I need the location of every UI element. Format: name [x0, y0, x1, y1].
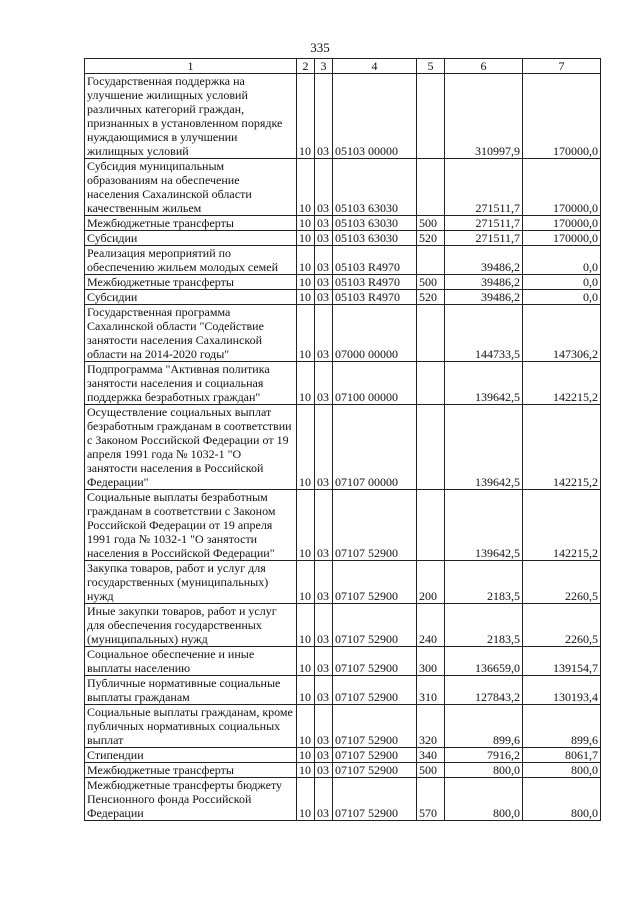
table-row	[85, 405, 601, 490]
row-target-code: 07107 00000	[333, 405, 417, 490]
row-amount-2019: 2183,5	[445, 604, 523, 647]
row-section: 10	[297, 405, 315, 490]
row-target-code: 07107 52900	[333, 490, 417, 561]
row-subsection: 03	[315, 231, 333, 246]
row-amount-2019: 139642,5	[445, 362, 523, 405]
table-row	[85, 676, 601, 705]
row-subsection: 03	[315, 290, 333, 305]
header-cell: 1	[85, 59, 297, 74]
row-amount-2019: 127843,2	[445, 676, 523, 705]
row-section: 10	[297, 362, 315, 405]
row-target-code: 05103 R4970	[333, 275, 417, 290]
row-subsection: 03	[315, 748, 333, 763]
row-expense-type: 520	[417, 231, 445, 246]
table-row	[85, 231, 601, 246]
row-amount-2019: 139642,5	[445, 490, 523, 561]
row-section: 10	[297, 290, 315, 305]
row-amount-2020: 2260,5	[523, 561, 601, 604]
row-amount-2019: 144733,5	[445, 305, 523, 362]
row-expense-type: 570	[417, 778, 445, 821]
row-amount-2020: 139154,7	[523, 647, 601, 676]
table-row	[85, 705, 601, 748]
row-target-code: 07107 52900	[333, 705, 417, 748]
row-name: Межбюджетные трансферты	[85, 763, 297, 778]
row-subsection: 03	[315, 305, 333, 362]
row-subsection: 03	[315, 216, 333, 231]
row-expense-type	[417, 246, 445, 275]
row-target-code: 07107 52900	[333, 676, 417, 705]
row-target-code: 05103 63030	[333, 216, 417, 231]
row-target-code: 05103 00000	[333, 74, 417, 159]
row-subsection: 03	[315, 778, 333, 821]
row-name: Публичные нормативные социальные выплаты гражданам	[85, 676, 297, 705]
page-number: 335	[310, 40, 330, 55]
row-amount-2020: 142215,2	[523, 405, 601, 490]
budget-table	[84, 58, 601, 821]
row-expense-type	[417, 159, 445, 216]
row-name: Стипендии	[85, 748, 297, 763]
row-amount-2019: 899,6	[445, 705, 523, 748]
row-section: 10	[297, 647, 315, 676]
row-target-code: 07100 00000	[333, 362, 417, 405]
row-amount-2019: 139642,5	[445, 405, 523, 490]
row-section: 10	[297, 74, 315, 159]
row-target-code: 05103 R4970	[333, 290, 417, 305]
table-row	[85, 275, 601, 290]
row-name: Межбюджетные трансферты	[85, 275, 297, 290]
table-row	[85, 748, 601, 763]
row-subsection: 03	[315, 490, 333, 561]
row-amount-2020: 0,0	[523, 290, 601, 305]
row-subsection: 03	[315, 275, 333, 290]
table-row	[85, 647, 601, 676]
row-section: 10	[297, 748, 315, 763]
row-expense-type: 500	[417, 216, 445, 231]
row-expense-type: 520	[417, 290, 445, 305]
header-cell: 2	[297, 59, 315, 74]
row-section: 10	[297, 604, 315, 647]
row-amount-2020: 170000,0	[523, 159, 601, 216]
row-name: Межбюджетные трансферты	[85, 216, 297, 231]
row-expense-type: 500	[417, 763, 445, 778]
row-name: Закупка товаров, работ и услуг для государственных (муниципальных) нужд	[85, 561, 297, 604]
table-row	[85, 763, 601, 778]
row-amount-2020: 142215,2	[523, 362, 601, 405]
row-amount-2019: 39486,2	[445, 246, 523, 275]
row-amount-2019: 136659,0	[445, 647, 523, 676]
table-row	[85, 305, 601, 362]
table-row	[85, 561, 601, 604]
row-subsection: 03	[315, 246, 333, 275]
table-row	[85, 290, 601, 305]
row-expense-type	[417, 362, 445, 405]
row-amount-2020: 170000,0	[523, 231, 601, 246]
row-expense-type	[417, 74, 445, 159]
header-cell: 5	[417, 59, 445, 74]
table-row	[85, 604, 601, 647]
row-amount-2019: 271511,7	[445, 159, 523, 216]
row-name: Реализация мероприятий по обеспечению жильем молодых семей	[85, 246, 297, 275]
row-section: 10	[297, 159, 315, 216]
row-amount-2019: 271511,7	[445, 231, 523, 246]
row-amount-2020: 142215,2	[523, 490, 601, 561]
row-target-code: 07107 52900	[333, 763, 417, 778]
row-expense-type	[417, 405, 445, 490]
row-amount-2019: 310997,9	[445, 74, 523, 159]
row-section: 10	[297, 490, 315, 561]
header-cell: 3	[315, 59, 333, 74]
row-expense-type: 310	[417, 676, 445, 705]
row-section: 10	[297, 231, 315, 246]
row-section: 10	[297, 676, 315, 705]
row-expense-type: 340	[417, 748, 445, 763]
table-row	[85, 159, 601, 216]
row-name: Межбюджетные трансферты бюджету Пенсионного фонда Российской Федерации	[85, 778, 297, 821]
row-name: Социальное обеспечение и иные выплаты населению	[85, 647, 297, 676]
row-amount-2019: 800,0	[445, 778, 523, 821]
row-name: Подпрограмма "Активная политика занятости населения и социальная поддержка безработных граждан"	[85, 362, 297, 405]
row-target-code: 07107 52900	[333, 748, 417, 763]
header-cell: 6	[445, 59, 523, 74]
row-amount-2020: 2260,5	[523, 604, 601, 647]
row-amount-2020: 800,0	[523, 778, 601, 821]
table-row	[85, 362, 601, 405]
row-amount-2020: 0,0	[523, 275, 601, 290]
row-amount-2019: 2183,5	[445, 561, 523, 604]
row-amount-2019: 7916,2	[445, 748, 523, 763]
row-section: 10	[297, 305, 315, 362]
row-target-code: 05103 63030	[333, 159, 417, 216]
row-name: Субсидия муниципальным образованиям на обеспечение населения Сахалинской области качественным жильем	[85, 159, 297, 216]
row-subsection: 03	[315, 763, 333, 778]
row-section: 10	[297, 246, 315, 275]
row-target-code: 07107 52900	[333, 778, 417, 821]
row-amount-2020: 0,0	[523, 246, 601, 275]
row-amount-2019: 800,0	[445, 763, 523, 778]
row-target-code: 05103 63030	[333, 231, 417, 246]
row-amount-2020: 130193,4	[523, 676, 601, 705]
table-row	[85, 216, 601, 231]
row-target-code: 05103 R4970	[333, 246, 417, 275]
header-cell: 7	[523, 59, 601, 74]
row-section: 10	[297, 778, 315, 821]
row-name: Социальные выплаты безработным гражданам в соответствии с Законом Российской Федерации от 19 апреля 1991 года № 1032-1 "О занятости населения в Российской Федерации"	[85, 490, 297, 561]
row-amount-2019: 39486,2	[445, 290, 523, 305]
row-name: Осуществление социальных выплат безработным гражданам в соответствии с Законом Российской Федерации от 19 апреля 1991 года № 1032-1 "О занятости населения в Российской Федерации"	[85, 405, 297, 490]
row-amount-2020: 8061,7	[523, 748, 601, 763]
table-row	[85, 246, 601, 275]
row-name: Государственная поддержка на улучшение жилищных условий различных категорий граждан, признанных в установленном порядке нуждающимися в улучшении жилищных условий	[85, 74, 297, 159]
row-subsection: 03	[315, 159, 333, 216]
row-name: Социальные выплаты гражданам, кроме публичных нормативных социальных выплат	[85, 705, 297, 748]
table-row	[85, 74, 601, 159]
row-name: Государственная программа Сахалинской области "Содействие занятости населения Сахалинской области на 2014-2020 годы"	[85, 305, 297, 362]
header-cell: 4	[333, 59, 417, 74]
row-expense-type: 500	[417, 275, 445, 290]
row-expense-type	[417, 305, 445, 362]
row-expense-type: 240	[417, 604, 445, 647]
row-subsection: 03	[315, 74, 333, 159]
row-section: 10	[297, 561, 315, 604]
header-row	[85, 59, 601, 74]
row-subsection: 03	[315, 362, 333, 405]
row-subsection: 03	[315, 676, 333, 705]
row-amount-2020: 170000,0	[523, 74, 601, 159]
row-section: 10	[297, 275, 315, 290]
row-subsection: 03	[315, 604, 333, 647]
row-expense-type: 200	[417, 561, 445, 604]
row-name: Иные закупки товаров, работ и услуг для обеспечения государственных (муниципальных) нужд	[85, 604, 297, 647]
row-subsection: 03	[315, 647, 333, 676]
row-amount-2020: 800,0	[523, 763, 601, 778]
row-target-code: 07107 52900	[333, 647, 417, 676]
row-target-code: 07000 00000	[333, 305, 417, 362]
row-expense-type: 320	[417, 705, 445, 748]
row-amount-2020: 899,6	[523, 705, 601, 748]
row-name: Субсидии	[85, 231, 297, 246]
row-amount-2020: 147306,2	[523, 305, 601, 362]
row-subsection: 03	[315, 405, 333, 490]
row-target-code: 07107 52900	[333, 561, 417, 604]
row-expense-type: 300	[417, 647, 445, 676]
row-expense-type	[417, 490, 445, 561]
row-section: 10	[297, 705, 315, 748]
row-section: 10	[297, 763, 315, 778]
row-amount-2019: 271511,7	[445, 216, 523, 231]
table-row	[85, 490, 601, 561]
row-amount-2020: 170000,0	[523, 216, 601, 231]
row-target-code: 07107 52900	[333, 604, 417, 647]
row-section: 10	[297, 216, 315, 231]
row-subsection: 03	[315, 561, 333, 604]
row-amount-2019: 39486,2	[445, 275, 523, 290]
table-row	[85, 778, 601, 821]
row-subsection: 03	[315, 705, 333, 748]
row-name: Субсидии	[85, 290, 297, 305]
